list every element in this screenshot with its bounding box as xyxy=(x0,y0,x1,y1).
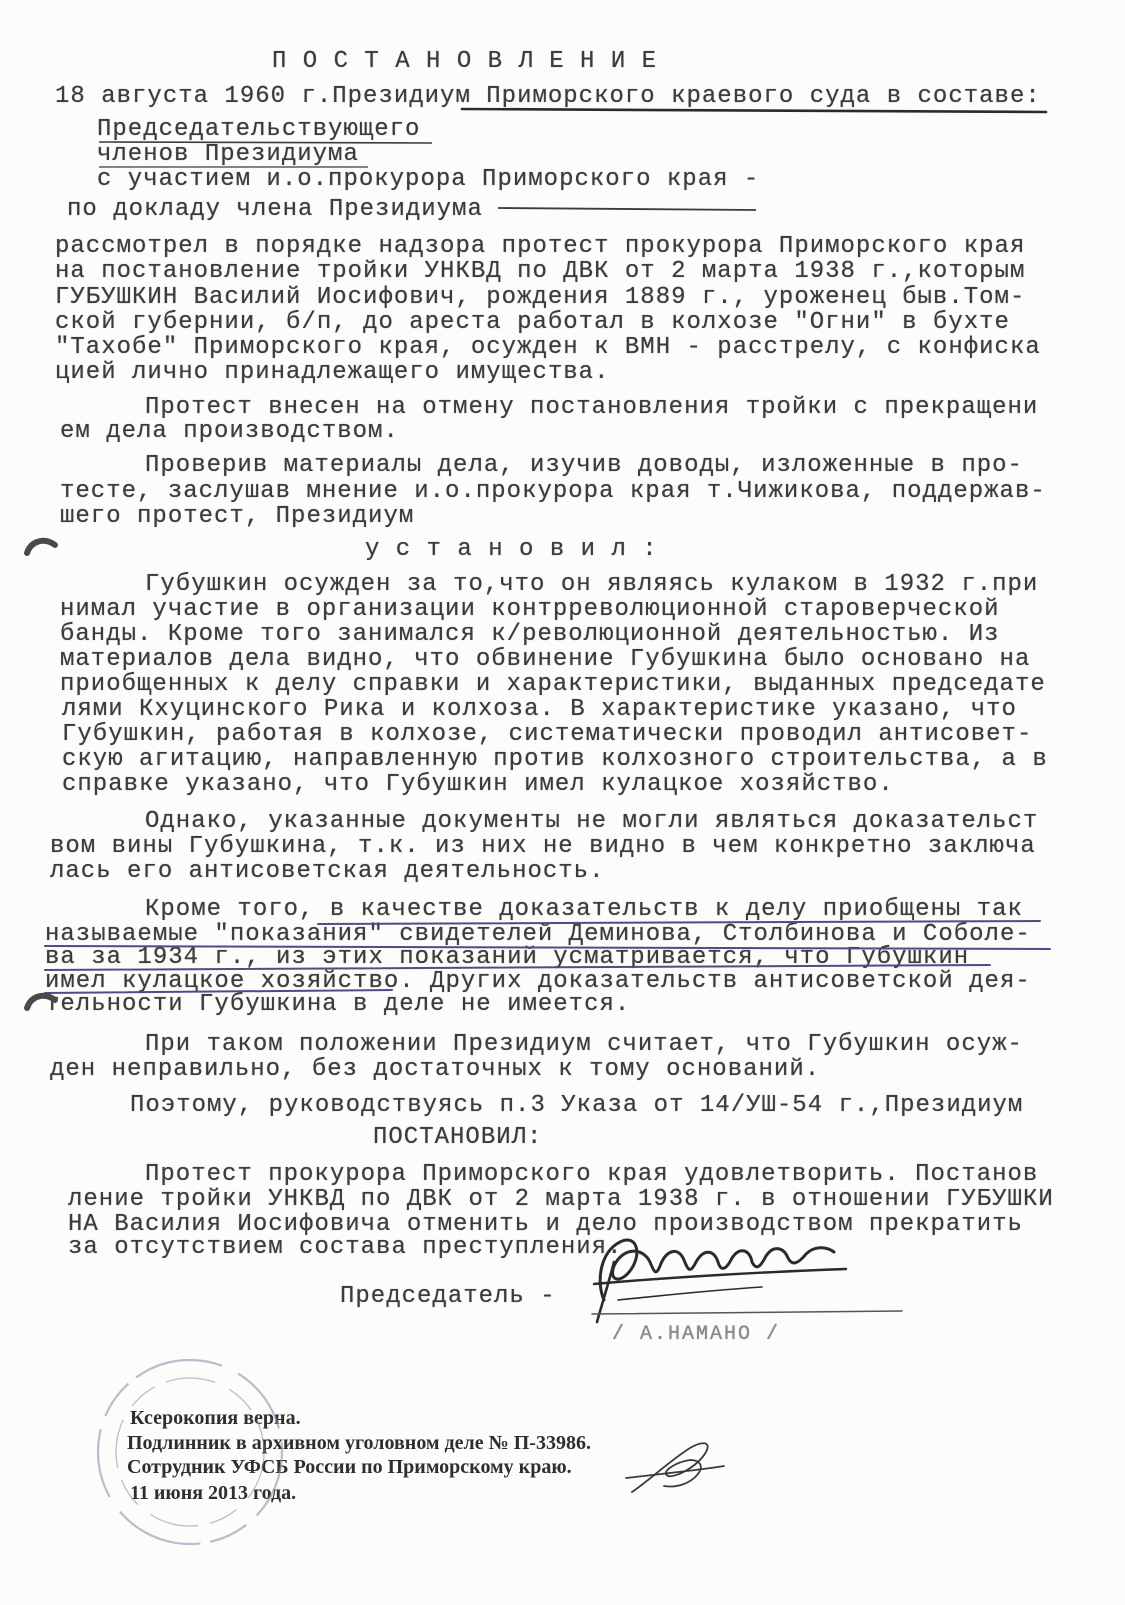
text-line: Однако, указанные документы не могли являться доказательст xyxy=(145,808,1039,835)
signature-stroke xyxy=(600,1240,834,1300)
text-line: Губушкин, работая в колхозе, систематически проводил антисовет- xyxy=(62,721,1033,748)
text-line: скую агитацию, направленную против колхозного строительства, а в xyxy=(62,746,1048,773)
text-line: банды. Кроме того занимался к/революционной деятельностью. Из xyxy=(60,621,1000,648)
text-line: НА Василия Иосифовича отменить и дело производством прекратить xyxy=(68,1211,1023,1238)
text-line: на постановление тройки УНКВД по ДВК от 2 марта 1938 г.,которым xyxy=(55,258,1026,285)
paragraph-grounds: Поэтому, руководствуясь п.3 Указа от 14/УШ-54 г.,Президиум xyxy=(130,1092,1024,1119)
text-line: рассмотрел в порядке надзора протест прокурора Приморского края xyxy=(55,233,1026,260)
certifier-signature xyxy=(626,1443,724,1492)
text-line: вом вины Губушкина, т.к. из них не видно в чем конкретно заключа xyxy=(50,833,1036,860)
blank-line-reporter xyxy=(498,208,756,210)
text-line: лась его антисоветская деятельность. xyxy=(50,858,605,885)
signature-stroke xyxy=(594,1269,846,1284)
certification-line: 11 июня 2013 года. xyxy=(130,1482,297,1504)
chairman-signature xyxy=(592,1240,902,1322)
text-line: справке указано, что Губушкин имел кулацкое хозяйство. xyxy=(62,771,894,798)
text-line: ГУБУШКИН Василий Иосифович, рождения 1889 г., уроженец быв.Том- xyxy=(55,284,1026,311)
signature-stroke xyxy=(626,1466,724,1478)
date-line: 18 августа 1960 г.Президиум Приморского краевого суда в составе: xyxy=(55,83,1041,110)
signature-stroke xyxy=(597,1262,614,1322)
text-line: лями Кхуцинского Рика и колхоза. В характеристике указано, что xyxy=(62,696,1017,723)
certification-line: Подлинник в архивном уголовном деле № П-33986. xyxy=(127,1432,591,1454)
text-line: приобщенных к делу справки и характеристики, выданных председате xyxy=(60,671,1046,698)
text-line: При таком положении Президиум считает, что Губушкин осуж- xyxy=(145,1031,1023,1058)
text-line: тесте, заслушав мнение и.о.прокурора края т.Чижикова, поддержав- xyxy=(60,478,1046,505)
chairman-name: / А.НАМАНО / xyxy=(612,1323,781,1346)
text-line: имел кулацкое хозяйство. Других доказательств антисоветской дея- xyxy=(45,968,1031,995)
signature-stroke xyxy=(618,1287,762,1300)
text-line: ской губернии, б/п, до ареста работал в колхозе "Огни" в бухте xyxy=(55,309,1010,336)
prosecutor-line: с участием и.о.прокурора Приморского края - xyxy=(97,166,760,193)
text-line: цией лично принадлежащего имущества. xyxy=(55,359,610,386)
certification-line: Сотрудник УФСБ России по Приморскому краю. xyxy=(127,1456,572,1478)
text-line: шего протест, Президиум xyxy=(60,503,415,530)
text-line: ем дела производством. xyxy=(60,418,399,445)
text-line: называемые "показания" свидетелей Деминова, Столбинова и Соболе- xyxy=(45,921,1031,948)
presidium-members-line: членов Президиума xyxy=(97,141,359,168)
text-line: ден неправильно, без достаточных к тому оснований. xyxy=(50,1056,821,1083)
signature-baseline xyxy=(592,1311,902,1314)
text-line: нимал участие в организации контрреволюционной староверческой xyxy=(60,596,1000,623)
chairman-label: Председатель - xyxy=(340,1283,556,1310)
certification-line: Ксерокопия верна. xyxy=(130,1407,301,1429)
text-line: материалов дела видно, что обвинение Губушкина было основано на xyxy=(60,646,1031,673)
text-line: Губушкин осужден за то,что он являясь кулаком в 1932 г.при xyxy=(145,571,1039,598)
text-line: ление тройки УНКВД по ДВК от 2 марта 1938 г. в отношении ГУБУШКИ xyxy=(68,1186,1054,1213)
presiding-judge-line: Председательствующего xyxy=(97,116,421,143)
text-line: Протест внесен на отмену постановления тройки с прекращени xyxy=(145,394,1039,421)
document-title: П О С Т А Н О В Л Е Н И Е xyxy=(272,48,658,75)
established-heading: у с т а н о в и л : xyxy=(365,536,658,563)
text-line: ва за 1934 г., из этих показаний усматривается, что Губушкин xyxy=(45,944,970,971)
resolved-heading: ПОСТАНОВИЛ: xyxy=(373,1124,543,1151)
text-line: Проверив материалы дела, изучив доводы, изложенные в про- xyxy=(145,452,1023,479)
signature-stroke xyxy=(632,1443,708,1492)
text-line: Кроме того, в качестве доказательств к делу приобщены так xyxy=(145,896,1023,923)
text-line: "Тахобе" Приморского края, осужден к ВМН - расстрелу, с конфиска xyxy=(55,334,1041,361)
punch-hole xyxy=(27,541,55,553)
reporter-line: по докладу члена Президиума xyxy=(67,196,483,223)
text-line: тельности Губушкина в деле не имеется. xyxy=(45,991,631,1018)
text-line: Протест прокурора Приморского края удовлетворить. Постанов xyxy=(145,1161,1039,1188)
text-line: за отсутствием состава преступления. xyxy=(68,1234,623,1261)
